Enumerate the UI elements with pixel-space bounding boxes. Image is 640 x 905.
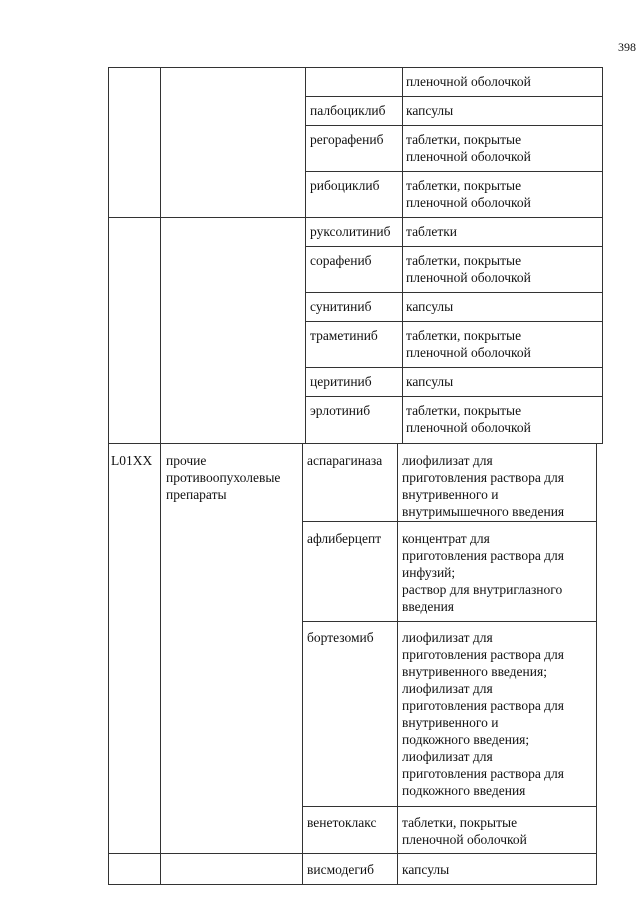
drug-name: сорафениб: [310, 253, 372, 268]
drug-name: рибоциклиб: [310, 178, 380, 193]
atc-code-cell: [111, 452, 152, 469]
drug-name: аспарагиназа: [307, 453, 383, 468]
row-separator: [305, 367, 603, 368]
row-separator: [305, 396, 603, 397]
drug-name: афлиберцепт: [307, 531, 382, 546]
row-separator: [302, 521, 597, 522]
dosage-form: концентрат для приготовления раствора для инфузий; раствор для внутриглазного введения: [402, 531, 564, 614]
table-border-left: [108, 67, 109, 884]
dosage-form: таблетки, покрытые пленочной оболочкой: [406, 328, 531, 360]
drug-name: бортезомиб: [307, 630, 374, 645]
atc-code: L01XX: [111, 453, 153, 468]
drug-name: траметиниб: [310, 328, 378, 343]
drug-name: регорафениб: [310, 132, 384, 147]
row-separator: [305, 125, 603, 126]
drug-name: эрлотиниб: [310, 403, 371, 418]
dosage-form: капсулы: [406, 103, 454, 118]
dosage-form: таблетки: [406, 224, 458, 239]
row-separator: [302, 806, 597, 807]
column-divider-2: [302, 443, 303, 884]
dosage-form: капсулы: [406, 374, 454, 389]
column-divider-3: [402, 67, 403, 443]
column-divider-3: [397, 443, 398, 884]
dosage-form: капсулы: [402, 862, 450, 877]
dosage-form: таблетки, покрытые пленочной оболочкой: [406, 132, 531, 164]
row-separator: [305, 246, 603, 247]
page-number: 398: [618, 40, 636, 54]
column-divider-2: [305, 67, 306, 443]
dosage-form: лиофилизат для приготовления раствора для внутривенного и внутримышечного введения: [402, 453, 565, 519]
table-border-right: [596, 443, 597, 884]
row-separator: [305, 292, 603, 293]
atc-group-name-cell: [166, 452, 302, 503]
group-separator: [108, 443, 603, 444]
dosage-form: капсулы: [406, 299, 454, 314]
table-border-right: [602, 67, 603, 443]
group-separator: [108, 853, 597, 854]
group-separator: [108, 217, 603, 218]
column-divider-1: [160, 67, 161, 884]
table-border-top: [108, 67, 603, 68]
table-border-bottom: [108, 884, 597, 885]
dosage-form: таблетки, покрытые пленочной оболочкой: [406, 178, 531, 210]
drug-name: церитиниб: [310, 374, 372, 389]
dosage-form: таблетки, покрытые пленочной оболочкой: [406, 253, 531, 285]
drug-name: венетоклакс: [307, 815, 377, 830]
drug-name: сунитиниб: [310, 299, 372, 314]
drug-name: руксолитиниб: [310, 224, 391, 239]
table-row: [406, 73, 602, 90]
atc-group-name: прочие противоопухолевые препараты: [166, 453, 281, 502]
row-separator: [305, 96, 603, 97]
drug-name: палбоциклиб: [310, 103, 386, 118]
dosage-form: таблетки, покрытые пленочной оболочкой: [406, 403, 531, 435]
row-separator: [305, 321, 603, 322]
row-separator: [305, 171, 603, 172]
dosage-form: пленочной оболочкой: [406, 74, 531, 89]
dosage-form: таблетки, покрытые пленочной оболочкой: [402, 815, 527, 847]
dosage-form: лиофилизат для приготовления раствора для внутривенного введения; лиофилизат для приготовления раствора для внутривенного и подкожного введения; лиофилизат для приготовления раствора для подкожного введения: [402, 630, 564, 798]
drug-name: висмодегиб: [307, 862, 374, 877]
row-separator: [302, 621, 597, 622]
